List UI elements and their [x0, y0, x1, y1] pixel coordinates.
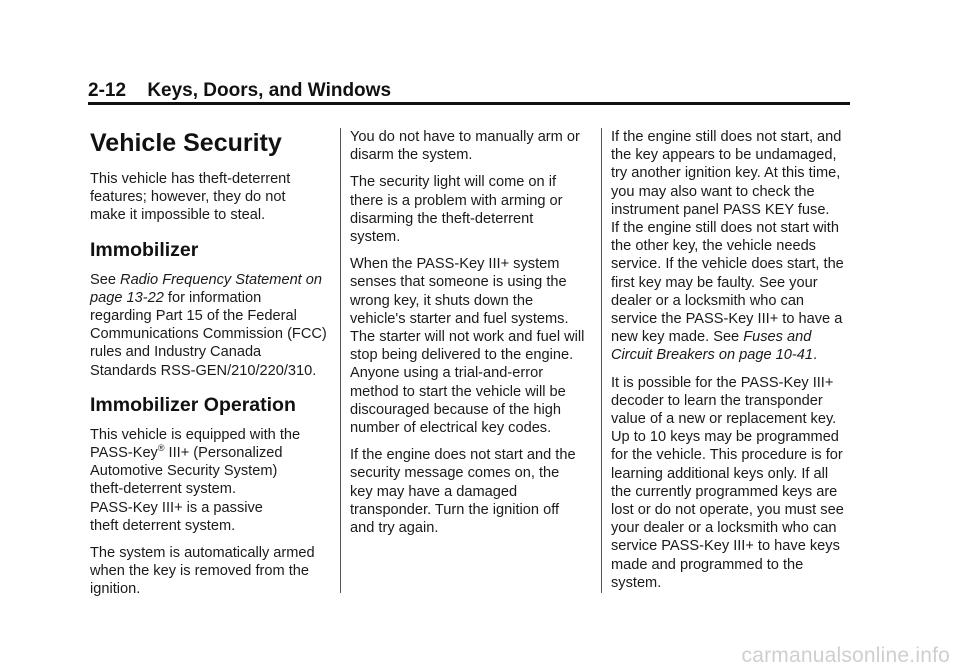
col2-paragraph-3: When the PASS-Key III+ system senses that someone is using the wrong key, it shuts down the vehicle's starter and fuel systems. The starter will not work and fuel will stop being delivered to the engine. Anyone using a trial-and-error method to start the vehicle will be discouraged because of the high number of electrical key codes.	[350, 256, 585, 437]
column-divider-1	[340, 128, 341, 593]
header-rule	[88, 102, 850, 105]
radio-frequency-reference: Radio Frequency Statement on page 13-22	[90, 271, 323, 306]
operation-paragraph-2: The system is automatically armed when the key is removed from the ignition.	[90, 545, 315, 598]
immobilizer-operation-heading: Immobilizer Operation	[90, 393, 296, 416]
col3-text-end: .	[813, 347, 818, 364]
column-2	[350, 128, 596, 546]
immobilizer-text: for information regarding Part 15 of the Federal Communications Commission (FCC) rules and Industry Canada Standards RSS-GEN/210/220/310.	[90, 289, 327, 379]
page-number: 2-12	[88, 80, 127, 101]
column-divider-2	[601, 128, 602, 593]
intro-paragraph: This vehicle has theft-deterrent features; however, they do not make it impossible to steal.	[90, 171, 291, 224]
col2-paragraph-1: You do not have to manually arm or disarm the system.	[350, 129, 580, 164]
col3-text-a: If the engine still does not start, and the key appears to be undamaged, try another ignition key. At this time, you may also want to check the instrument panel PASS KEY fuse. If the engine still does not start with the other key, the vehicle needs service. If the vehicle does start, the first key may be faulty. See your dealer or a locksmith who can service the PASS-Key III+ to have a new key made. See	[611, 129, 844, 346]
col2-paragraph-2: The security light will come on if there is a problem with arming or disarming the theft-deterrent system.	[350, 174, 563, 246]
see-text: See	[90, 271, 121, 288]
immobilizer-heading: Immobilizer	[90, 238, 199, 261]
operation-paragraph-1	[90, 426, 335, 535]
operation-text-b: III+ (Personalized Automotive Security System) theft-deterrent system. PASS-Key III+ is a passive theft deterrent system.	[90, 445, 283, 534]
col2-paragraph-4: If the engine does not start and the security message comes on, the key may have a damaged transponder. Turn the ignition off and try again.	[350, 447, 576, 537]
page-title: Vehicle Security	[90, 129, 282, 157]
column-3	[611, 128, 859, 601]
col3-paragraph-1	[611, 128, 859, 365]
section-title: Keys, Doors, and Windows	[147, 80, 392, 101]
column-1	[90, 128, 335, 608]
watermark: carmanualsonline.info	[741, 644, 950, 667]
immobilizer-paragraph	[90, 271, 335, 380]
operation-text-a: This vehicle is equipped with the PASS-Key	[90, 426, 301, 462]
registered-mark: ®	[157, 443, 165, 454]
col3-paragraph-2: It is possible for the PASS-Key III+ decoder to learn the transponder value of a new or replacement key. Up to 10 keys may be programmed for the vehicle. This procedure is for learning additional keys only. If all the currently programmed keys are lost or do not operate, you must see your dealer or a locksmith who can service PASS-Key III+ to have keys made and programmed to the system.	[611, 374, 844, 591]
fuses-reference: Fuses and Circuit Breakers on page 10-41	[611, 329, 813, 364]
